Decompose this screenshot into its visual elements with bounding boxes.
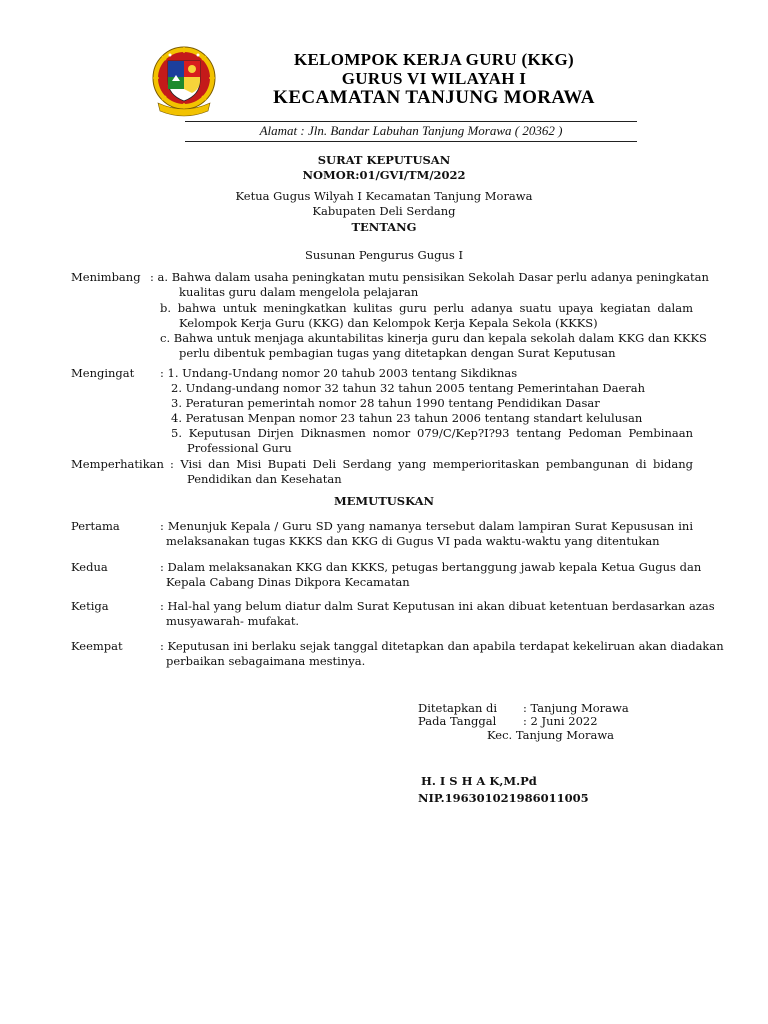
memperhatikan-label: Memperhatikan	[71, 457, 164, 471]
decision-text: musyawarah- mufakat.	[166, 614, 300, 628]
document-number: NOMOR:01/GVI/TM/2022	[302, 168, 466, 182]
document-heading: SURAT KEPUTUSAN	[317, 153, 451, 167]
menimbang-item: : a. Bahwa dalam usaha peningkatan mutu pensisikan Sekolah Dasar perlu adanya peningkatan	[150, 270, 709, 284]
decision-text: : Hal-hal yang belum diatur dalm Surat Keputusan ini akan dibuat ketentuan berdasarkan azas	[160, 599, 715, 613]
mengingat-item: 4. Peratusan Menpan nomor 23 tahun 23 tahun 2006 tentang standart kelulusan	[171, 411, 643, 425]
mengingat-item: Professional Guru	[187, 441, 292, 455]
divider-bottom	[185, 141, 637, 142]
issuer-line-1: Ketua Gugus Wilyah I Kecamatan Tanjung Morawa	[235, 189, 533, 203]
issuer-line-2: Kabupaten Deli Serdang	[312, 204, 456, 218]
decision-label: Ketiga	[71, 599, 109, 613]
menimbang-item: b. bahwa untuk meningkatkan kulitas guru perlu adanya suatu upaya kegiatan dalam	[160, 301, 693, 315]
memperhatikan-text: Pendidikan dan Kesehatan	[187, 472, 342, 486]
menimbang-item: kualitas guru dalam mengelola pelajaran	[179, 285, 419, 299]
decision-text: : Keputusan ini berlaku sejak tanggal ditetapkan dan apabila terdapat kekeliruan akan diadakan	[160, 639, 724, 653]
decision-label: Pertama	[71, 519, 120, 533]
menimbang-item: perlu dibentuk pembagian tugas yang ditetapkan dengan Surat Keputusan	[179, 346, 616, 360]
decision-text: : Dalam melaksanakan KKG dan KKKS, petugas bertanggung jawab kepala Ketua Gugus dan	[160, 560, 702, 574]
letterhead-line-3: KECAMATAN TANJUNG MORAWA	[273, 87, 595, 108]
signatory-name: H. I S H A K,M.Pd	[421, 774, 537, 788]
place-label: Ditetapkan di	[418, 701, 498, 715]
divider-top	[185, 121, 637, 122]
mengingat-item: 2. Undang-undang nomor 32 tahun 32 tahun 2005 tentang Pemerintahan Daerah	[171, 381, 646, 395]
mengingat-item: 5. Keputusan Dirjen Diknasmen nomor 079/C/Kep?I?93 tentang Pedoman Pembinaan	[171, 426, 693, 440]
place-value: : Tanjung Morawa	[523, 701, 629, 715]
decision-text: Kepala Cabang Dinas Dikpora Kecamatan	[166, 575, 410, 589]
menimbang-item: c. Bahwa untuk menjaga akuntabilitas kinerja guru dan kepala sekolah dalam KKG dan KKKS	[160, 331, 707, 345]
decision-label: Kedua	[71, 560, 108, 574]
letterhead-line-2: GURUS VI WILAYAH I	[341, 69, 527, 88]
about-heading: TENTANG	[351, 220, 417, 234]
date-value: : 2 Juni 2022	[523, 714, 598, 728]
mengingat-label: Mengingat	[71, 366, 135, 380]
mengingat-item: 3. Peraturan pemerintah nomor 28 tahun 1990 tentang Pendidikan Dasar	[171, 396, 600, 410]
decision-text: : Menunjuk Kepala / Guru SD yang namanya tersebut dalam lampiran Surat Kepususan ini	[160, 519, 693, 533]
memperhatikan-text: : Visi dan Misi Bupati Deli Serdang yang memperioritaskan pembangunan di bidang	[170, 457, 693, 471]
subject-line: Susunan Pengurus Gugus I	[304, 248, 464, 262]
decision-text: melaksanakan tugas KKKS dan KKG di Gugus VI pada waktu-waktu yang ditentukan	[166, 534, 660, 548]
decision-heading: MEMUTUSKAN	[333, 494, 435, 508]
menimbang-label: Menimbang	[71, 270, 141, 284]
decision-text: perbaikan sebagaimana mestinya.	[166, 654, 366, 668]
date-label: Pada Tanggal	[418, 714, 497, 728]
office-line: Kec. Tanjung Morawa	[487, 728, 615, 742]
signatory-nip: NIP.196301021986011005	[418, 791, 589, 805]
decision-label: Keempat	[71, 639, 123, 653]
letterhead-line-1: KELOMPOK KERJA GURU (KKG)	[294, 50, 574, 69]
mengingat-item: : 1. Undang-Undang nomor 20 tahub 2003 tentang Sikdiknas	[160, 366, 518, 380]
address: Alamat : Jln. Bandar Labuhan Tanjung Morawa ( 20362 )	[259, 123, 563, 138]
menimbang-item: Kelompok Kerja Guru (KKG) dan Kelompok Kerja Kepala Sekola (KKKS)	[179, 316, 598, 330]
